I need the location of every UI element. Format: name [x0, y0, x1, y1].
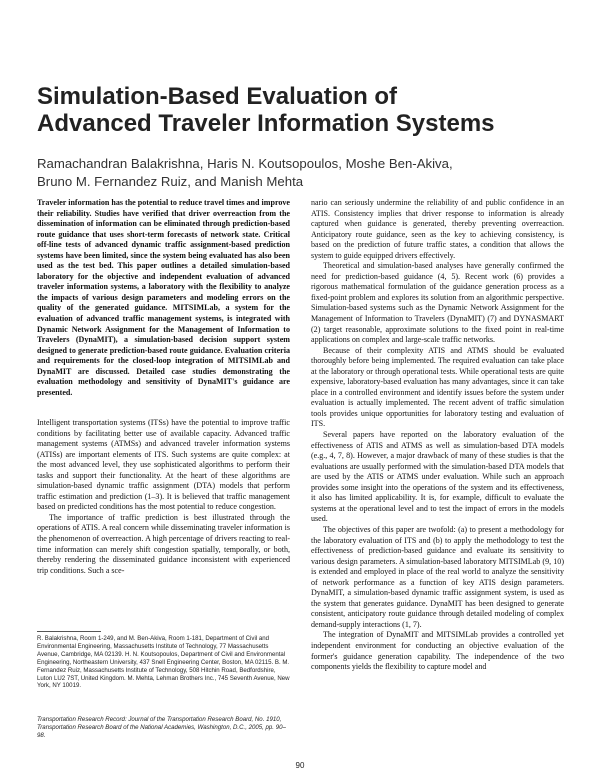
body-paragraph: Because of their complexity ATIS and ATMS should be evaluated thoroughly before being implemented. The required evaluation can take place at the laboratory or through operational tests. While operational tests are quite expensive, laboratory-based evaluation has many advantages, since it can take place in a controlled environment and identify issues before the system under evaluation is actually implemented. The recent advent of traffic simulation tools provides unique opportunities for laboratory testing and evaluation of ITS. — [311, 345, 564, 429]
title-line-2: Advanced Traveler Information Systems — [37, 110, 495, 137]
body-paragraph: Several papers have reported on the laboratory evaluation of the effectiveness of ATIS and ATMS as well as simulation-based DTA models (e.g., 4, 7, 8). However, a major drawback of many of these studies is that the evaluations are usually performed with the simulation-based DTA models that are used by the ATIS or ATMS under evaluation. While such an approach provides some insight into the operations of the system and its effectiveness, it also has limited applicability. It is, for example, difficult to evaluate the systems at the operational level and to test the impact of errors in the models used. — [311, 430, 564, 524]
journal-citation — [37, 716, 290, 740]
abstract — [37, 198, 290, 398]
body-paragraph: Intelligent transportation systems (ITSs) have the potential to improve traffic conditions by facilitating better use of available capacity. Advanced traffic management systems (ATMSs) and advanced traveler information systems (ATISs) are important elements of ITS. Such systems are quite complex: at the most advanced level, they use sophisticated algorithms to perform their tasks and support their functionality. At the heart of these algorithms are simulation-based dynamic traffic assignment (DTA) models that perform traffic estimation and prediction (1–3). It is believed that traffic management based on predicted conditions has the most potential to reduce congestion. — [37, 418, 290, 512]
citation-text: Transportation Research Record: Journal of the Transportation Research Board, No. 1910, Transportation Research Board of the National Academies, Washington, D.C., 2005, pp. 90–98. — [37, 716, 286, 739]
intro-column-left — [37, 418, 290, 576]
paper-title — [37, 83, 577, 137]
author-list — [37, 155, 577, 191]
body-paragraph: nario can seriously undermine the reliability of and public confidence in an ATIS. Consistency implies that driver response to information is already captured when guidance is generated, thereby preventing overreaction. Anticipatory route guidance, seen as the key to achieving consistency, is based on the prediction of future traffic states, a condition that allows the system to guide equipped drivers effectively. — [311, 198, 564, 260]
author-line-2: Bruno M. Fernandez Ruiz, and Manish Mehta — [37, 174, 304, 189]
body-paragraph: The importance of traffic prediction is best illustrated through the operations of ATIS. A real concern while disseminating traveler information is the phenomenon of overreaction. A high percentage of drivers reacting to real-time information can merely shift congestion spatially, temporally, or both, thereby rendering the disseminated guidance inconsistent with experienced trip conditions. Such a sce- — [37, 512, 290, 575]
footnote-divider — [37, 631, 101, 632]
body-paragraph: The objectives of this paper are twofold: (a) to present a methodology for the laboratory evaluation of ITS and (b) to apply the methodology to test the effectiveness of prediction-based guidance and evaluate its sensitivity to various design parameters. A simulation-based laboratory MITSIMLab (9, 10) is extended and employed in place of the real world to analyze the sensitivity of network performance as a function of key ATIS design parameters. DynaMIT, a simulation-based dynamic traffic assignment system, is used as the system that generates guidance. DynaMIT has been designed to generate consistent, anticipatory route guidance through detailed modeling of complex demand-supply interactions (1, 7). — [311, 524, 564, 629]
page-number: 90 — [295, 761, 305, 770]
author-line-1: Ramachandran Balakrishna, Haris N. Koutsopoulos, Moshe Ben-Akiva, — [37, 156, 453, 171]
body-paragraph: Theoretical and simulation-based analyses have generally confirmed the need for prediction-based guidance (4, 5). Recent work (6) provides a rigorous mathematical formulation of the guidance generation process as a fixed-point problem and explores its solution from an algorithmic perspective. Simulation-based systems such as the Dynamic Network Assignment for the Management of Information to Travelers (DynaMIT) (7) and DYNASMART (2) target reasonable, approximate solutions to the fixed point in real-time applications on complex and large-scale traffic networks. — [311, 261, 564, 345]
body-column-right — [311, 198, 564, 673]
body-paragraph: The integration of DynaMIT and MITSIMLab provides a controlled yet independent environment for conducting an objective evaluation of the former's guidance generation capability. The independence of the two components yields the flexibility to capture model and — [311, 630, 564, 672]
title-line-1: Simulation-Based Evaluation of — [37, 83, 398, 110]
author-affiliations-footnote: R. Balakrishna, Room 1-249, and M. Ben-Akiva, Room 1-181, Department of Civil and Environmental Engineering, Massachusetts Institute of Technology, 77 Massachusetts Avenue, Cambridge, MA 02139. H. N. Koutsopoulos, Department of Civil and Environmental Engineering, Northeastern University, 437 Snell Engineering Center, Boston, MA 02115. B. M. Fernandez Ruiz, Massachusetts Institute of Technology, 508 Hitchin Road, Bedfordshire, Luton LU2 7ST, United Kingdom. M. Mehta, Lehman Brothers Inc., 745 Seventh Avenue, New York, NY 10019. — [37, 635, 290, 690]
abstract-text: Traveler information has the potential to reduce travel times and improve their reliability. Studies have verified that driver overreaction from the dissemination of information can be eliminated through prediction-based route guidance that uses short-term forecasts of network state. Critical off-line tests of advanced dynamic traffic assignment-based prediction systems have been limited, since the system being evaluated has also been used as the test bed. This paper outlines a detailed simulation-based laboratory for the objective and independent evaluation of advanced traveler information systems, a laboratory with the flexibility to analyze the impacts of various design parameters and modeling errors on the quality of the generated guidance. MITSIMLab, a system for the evaluation of advanced traffic management systems, is integrated with Dynamic Network Assignment for the Management of Information to Travelers (DynaMIT), a simulation-based decision support system designed to generate prediction-based route guidance. Evaluation criteria and requirements for the closed-loop integration of MITSIMLab and DynaMIT are discussed. Detailed case studies demonstrating the evaluation methodology and sensitivity of DynaMIT's guidance are presented. — [37, 198, 290, 397]
